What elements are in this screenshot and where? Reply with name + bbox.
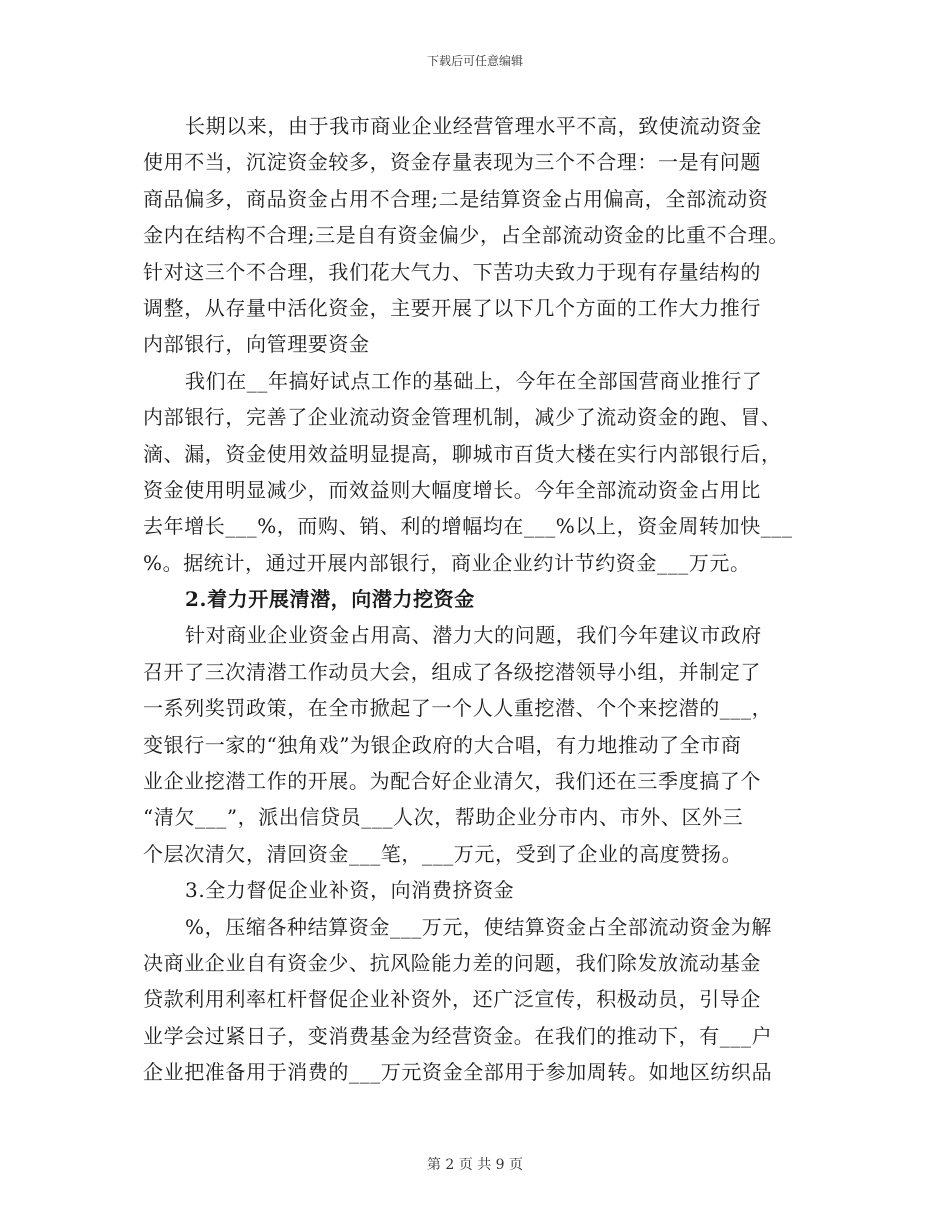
text-line: %，压缩各种结算资金___万元，使结算资金占全部流动资金为解 (185, 914, 773, 939)
text-line: 内部银行，完善了企业流动资金管理机制，减少了流动资金的跑、冒、 (143, 405, 782, 430)
text-line: 决商业企业自有资金少、抗风险能力差的问题，我们除发放流动基金 (143, 950, 761, 975)
document-body (143, 108, 823, 1091)
text-line: %。据统计，通过开展内部银行，商业企业约计节约资金___万元。 (143, 550, 751, 575)
text-line: 滴、漏，资金使用效益明显提高，聊城市百货大楼在实行内部银行后， (143, 441, 782, 466)
text-line: 变银行一家的“独角戏”为银企政府的大合唱，有力地推动了全市商 (143, 732, 742, 757)
section-heading: 3.全力督促企业补资，向消费挤资金 (185, 878, 515, 903)
text-line: 去年增长___%，而购、销、利的增幅均在___%以上，资金周转加快___ (143, 514, 793, 539)
text-line: 针对这三个不合理，我们花大气力、下苦功夫致力于现有存量结构的 (143, 259, 761, 284)
text-line: 资金使用明显减少，而效益则大幅度增长。今年全部流动资金占用比 (143, 477, 761, 502)
text-line: 内部银行，向管理要资金 (143, 332, 370, 357)
text-line: 一系列奖罚政策，在全市掀起了一个人人重挖潜、个个来挖潜的___， (143, 696, 773, 721)
text-line: 调整，从存量中活化资金，主要开展了以下几个方面的工作大力推行 (143, 295, 761, 320)
text-line: 长期以来，由于我市商业企业经营管理水平不高，致使流动资金 (185, 114, 762, 138)
text-line: 个层次清欠，清回资金___笔，___万元，受到了企业的高度赞扬。 (143, 841, 743, 866)
page-number: 第 2 页 共 9 页 (426, 1157, 524, 1173)
page-header-note: 下载后可任意编辑 (426, 54, 523, 68)
text-line: 针对商业企业资金占用高、潜力大的问题，我们今年建议市政府 (185, 623, 762, 648)
section-heading: 2.着力开展清潜，向潜力挖资金 (185, 587, 475, 612)
text-line: “清欠___”，派出信贷员___人次，帮助企业分市内、市外、区外三 (143, 805, 744, 830)
text-line: 业学会过紧日子，变消费基金为经营资金。在我们的推动下，有___户 (143, 1023, 773, 1048)
text-line: 业企业挖潜工作的开展。为配合好企业清欠，我们还在三季度搞了个 (143, 769, 761, 794)
text-line: 我们在__年搞好试点工作的基础上，今年在全部国营商业推行了 (185, 368, 763, 393)
text-line: 贷款利用利率杠杆督促企业补资外，还广泛宣传，积极动员，引导企 (143, 987, 761, 1012)
text-line: 金内在结构不合理;三是自有资金偏少，占全部流动资金的比重不合理。 (143, 223, 789, 248)
text-line: 商品偏多，商品资金占用不合理;二是结算资金占用偏高，全部流动资 (143, 186, 769, 211)
text-line: 召开了三次清潜工作动员大会，组成了各级挖潜领导小组，并制定了 (143, 659, 761, 684)
text-line: 使用不当，沉淀资金较多，资金存量表现为三个不合理：一是有问题 (143, 150, 761, 175)
text-line: 企业把准备用于消费的___万元资金全部用于参加周转。如地区纺织品 (143, 1060, 773, 1085)
